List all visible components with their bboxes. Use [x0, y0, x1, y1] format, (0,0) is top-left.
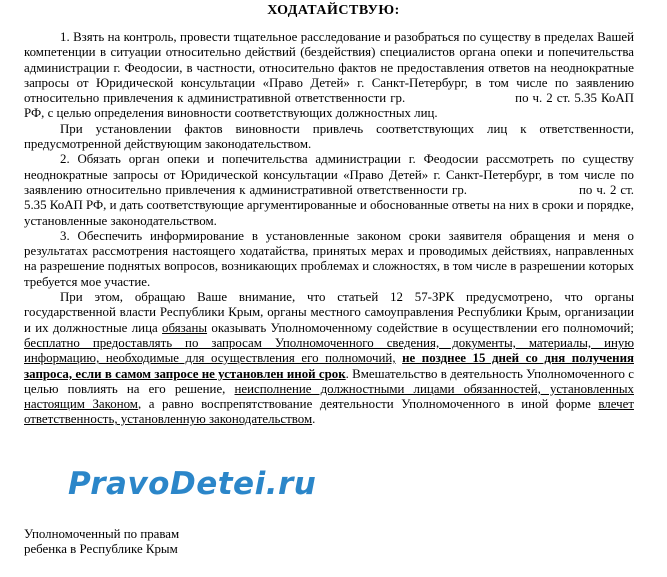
signature-line-2: ребенка в Республике Крым [24, 542, 178, 557]
guilt-paragraph: При установлении фактов виновности привлечь соответствующих лиц к ответственности, предусмотренной действующим законодательством. [24, 121, 634, 152]
item-3-paragraph: 3. Обеспечить информирование в установленные законом сроки заявителя обращения и меня о результатах рассмотрения настоящего ходатайства, принятых мерах и проводимых действиях, направленных на разрешение поднятых вопросов, возникающих проблемах и сложностях, в том числе в разрешении которых требуется мое участие. [24, 228, 634, 289]
info-request-underline: бесплатно предоставлять по запросам Уполномоченного сведения, документы, материалы, иную информацию, необходимые для осуществления его полномочий, [24, 335, 634, 366]
attention-text-2: оказывать Уполномоченному содействие в осуществлении его полномочий; [211, 320, 634, 335]
item-2-paragraph [24, 152, 634, 228]
item-2-text-b: по ч. 2 ст. 5.35 КоАП РФ, и дать соответствующие аргументированные и обоснованные ответы на них в сроки и порядке, установленные законодательством. [24, 182, 634, 228]
non-fulfilment-underline: неисполнение должностными лицами обязанностей, установленных настоящим Законом [24, 381, 634, 412]
item-1-text-a: 1. Взять на контроль, провести тщательное расследование и разобраться по существу в пределах Вашей компетенции в ситуации относительно действий (бездействия) специалистов органа опеки и попечительства администрации г. Феодосии, в частности, относительно фактов не предоставления ответов на неоднократные запросы от Юридической консультации «Право Детей» г. Санкт-Петербург, в том числе по заявлению относительно привлечения к административной ответственности гр. [24, 30, 634, 106]
liability-underline: влечет ответственность, установленную законодательством [24, 397, 634, 427]
signature-block [24, 527, 179, 558]
obligation-underline: обязаны [162, 320, 208, 335]
attention-text-1: При этом, обращаю Ваше внимание, что статьей 12 57-ЗРК предусмотрено, что органы государственной власти Республики Крым, органы местного самоуправления Республики Крым, организации и их должностные лица [24, 290, 634, 335]
document-body [24, 30, 634, 428]
signature-line-1: Уполномоченный по правам [24, 527, 180, 541]
attention-paragraph [24, 290, 634, 428]
document-title: ХОДАТАЙСТВУЮ: [267, 3, 400, 18]
attention-text-5: . [312, 412, 316, 427]
deadline-bold-underline: не позднее 15 дней со дня получения запроса, если в самом запросе не установлен иной срок [24, 351, 634, 381]
watermark-logo: PravoDetei.ru [68, 466, 317, 502]
item-1-text-b: по ч. 2 ст. 5.35 КоАП РФ, с целью определения виновности соответствующих должностных лиц. [24, 91, 634, 121]
item-1-paragraph [24, 30, 634, 122]
attention-text-3: . Вмешательство в деятельность Уполномоченного с целью повлиять на его решение, [24, 366, 634, 396]
attention-text-4: , а равно воспрепятствование деятельности Уполномоченного в иной форме [137, 397, 591, 412]
item-2-text-a: 2. Обязать орган опеки и попечительства администрации г. Феодосии рассмотреть по существу неоднократные запросы от Юридической консультации «Право Детей» г. Санкт-Петербург, в том числе по заявлению относительно привлечения к административной ответственности гр. [24, 152, 634, 197]
